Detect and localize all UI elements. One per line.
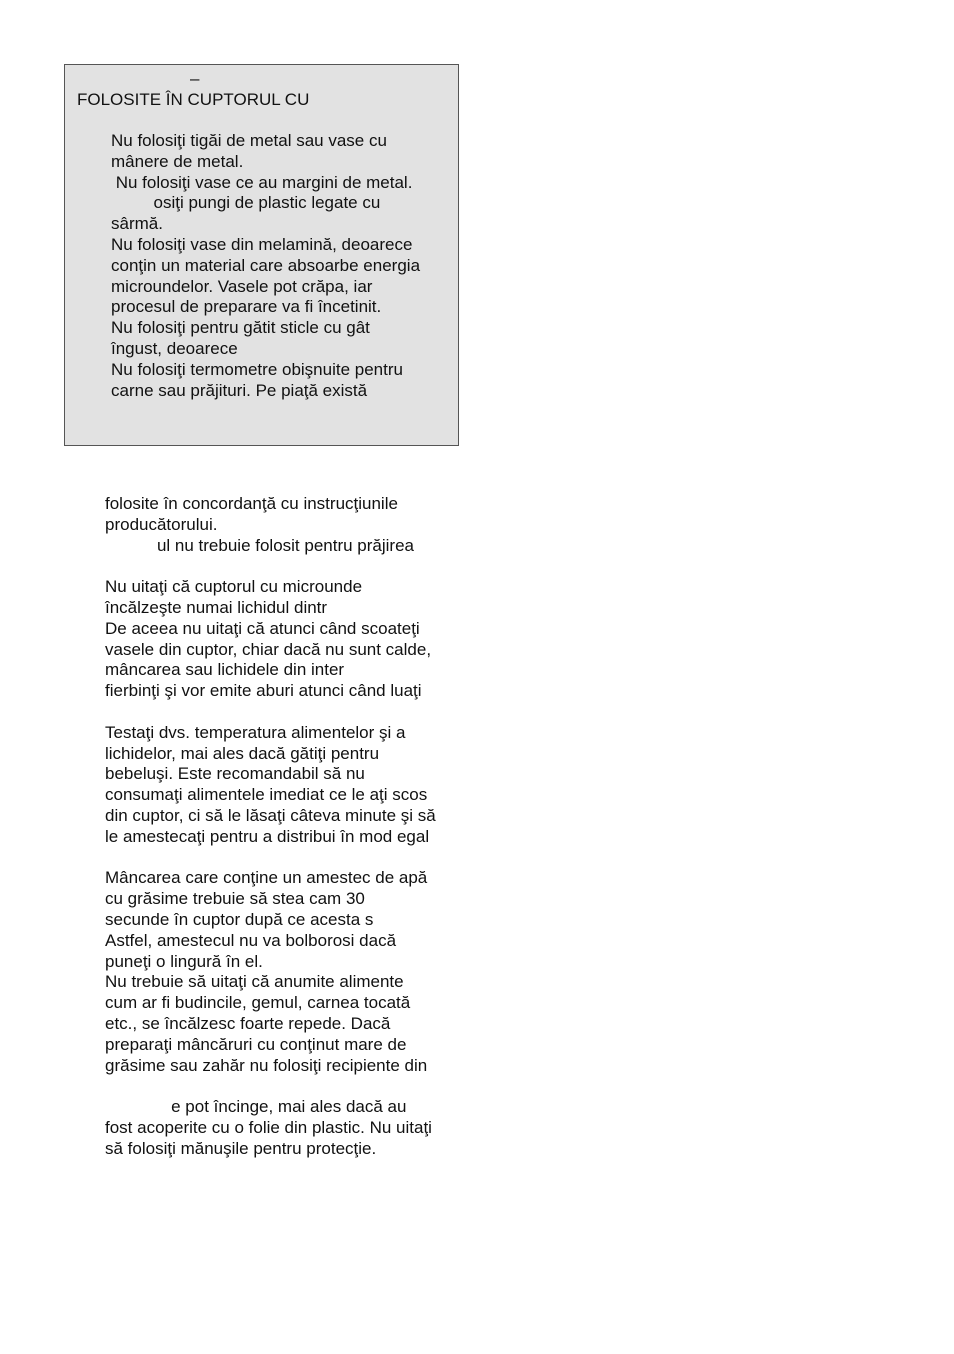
text-line: carne sau prăjituri. Pe piaţă există — [111, 380, 368, 400]
text-line: De aceea nu uitaţi că atunci când scoateţi — [105, 618, 420, 638]
text-line: bebeluşi. Este recomandabil să nu — [105, 764, 365, 784]
text-line: Nu trebuie să uitaţi că anumite alimente — [105, 972, 404, 992]
text-line: grăsime sau zahăr nu folosiţi recipiente din — [105, 1055, 428, 1075]
text-line: să folosiţi mănuşile pentru protecţie. — [105, 1138, 377, 1158]
text-line: Testaţi dvs. temperatura alimentelor şi a — [105, 722, 406, 742]
text-line: procesul de preparare va fi încetinit. — [111, 297, 382, 317]
text-line: Nu folosiţi vase ce au margini de metal. — [111, 172, 413, 192]
text-line: consumaţi alimentele imediat ce le aţi scos — [105, 785, 428, 805]
text-line: folosite în concordanţă cu instrucţiunile — [105, 494, 398, 513]
text-line: cum ar fi budincile, gemul, carnea tocată — [105, 993, 411, 1013]
text-line — [105, 556, 436, 577]
text-line: fierbinţi şi vor emite aburi atunci când luaţi — [105, 681, 422, 701]
box-dash: – — [190, 69, 200, 88]
text-line: fost acoperite cu o folie din plastic. Nu uitaţi — [105, 1117, 432, 1137]
text-line: mânere de metal. — [111, 151, 244, 171]
text-line: Nu folosiţi pentru gătit sticle cu gât — [111, 318, 370, 338]
text-line: etc., se încălzesc foarte repede. Dacă — [105, 1013, 391, 1033]
text-line: puneţi o lingură în el. — [105, 951, 263, 971]
text-line: ul nu trebuie folosit pentru prăjirea — [105, 535, 414, 555]
text-line: îngust, deoarece — [111, 338, 238, 358]
text-line: Astfel, amestecul nu va bolborosi dacă — [105, 930, 397, 950]
text-line: cu grăsime trebuie să stea cam 30 — [105, 889, 365, 909]
box-title: FOLOSITE ÎN CUPTORUL CU — [77, 90, 310, 109]
text-line: preparaţi mâncăruri cu conţinut mare de — [105, 1034, 407, 1054]
text-line: microundelor. Vasele pot crăpa, iar — [111, 276, 373, 296]
text-line: Nu folosiţi vase din melamină, deoarece — [111, 234, 413, 254]
text-line: Mâncarea care conţine un amestec de apă — [105, 868, 428, 888]
text-line: secunde în cuptor după ce acesta s — [105, 909, 374, 929]
text-line: vasele din cuptor, chiar dacă nu sunt calde, — [105, 639, 432, 659]
text-line: conţin un material care absoarbe energia — [111, 255, 421, 275]
text-line: producătorului. — [105, 514, 218, 534]
text-line — [105, 1076, 436, 1097]
text-line: Nu uitaţi că cuptorul cu microunde — [105, 577, 363, 597]
text-line: lichidelor, mai ales dacă gătiţi pentru — [105, 743, 380, 763]
text-line: e pot încinge, mai ales dacă au — [105, 1097, 407, 1117]
text-line: osiţi pungi de plastic legate cu — [111, 193, 381, 213]
body-text — [105, 494, 436, 1160]
text-line — [105, 848, 436, 869]
text-line: Nu folosiţi termometre obişnuite pentru — [111, 359, 403, 379]
warning-box — [64, 64, 459, 446]
text-line: Nu folosiţi tigăi de metal sau vase cu — [111, 131, 387, 150]
text-line: le amestecaţi pentru a distribui în mod egal — [105, 826, 430, 846]
box-list — [111, 131, 420, 401]
text-line: încălzeşte numai lichidul dintr — [105, 597, 328, 617]
text-line: sârmă. — [111, 214, 163, 234]
text-line — [105, 702, 436, 723]
text-line: mâncarea sau lichidele din inter — [105, 660, 345, 680]
text-line: din cuptor, ci să le lăsaţi câteva minute şi să — [105, 805, 436, 825]
